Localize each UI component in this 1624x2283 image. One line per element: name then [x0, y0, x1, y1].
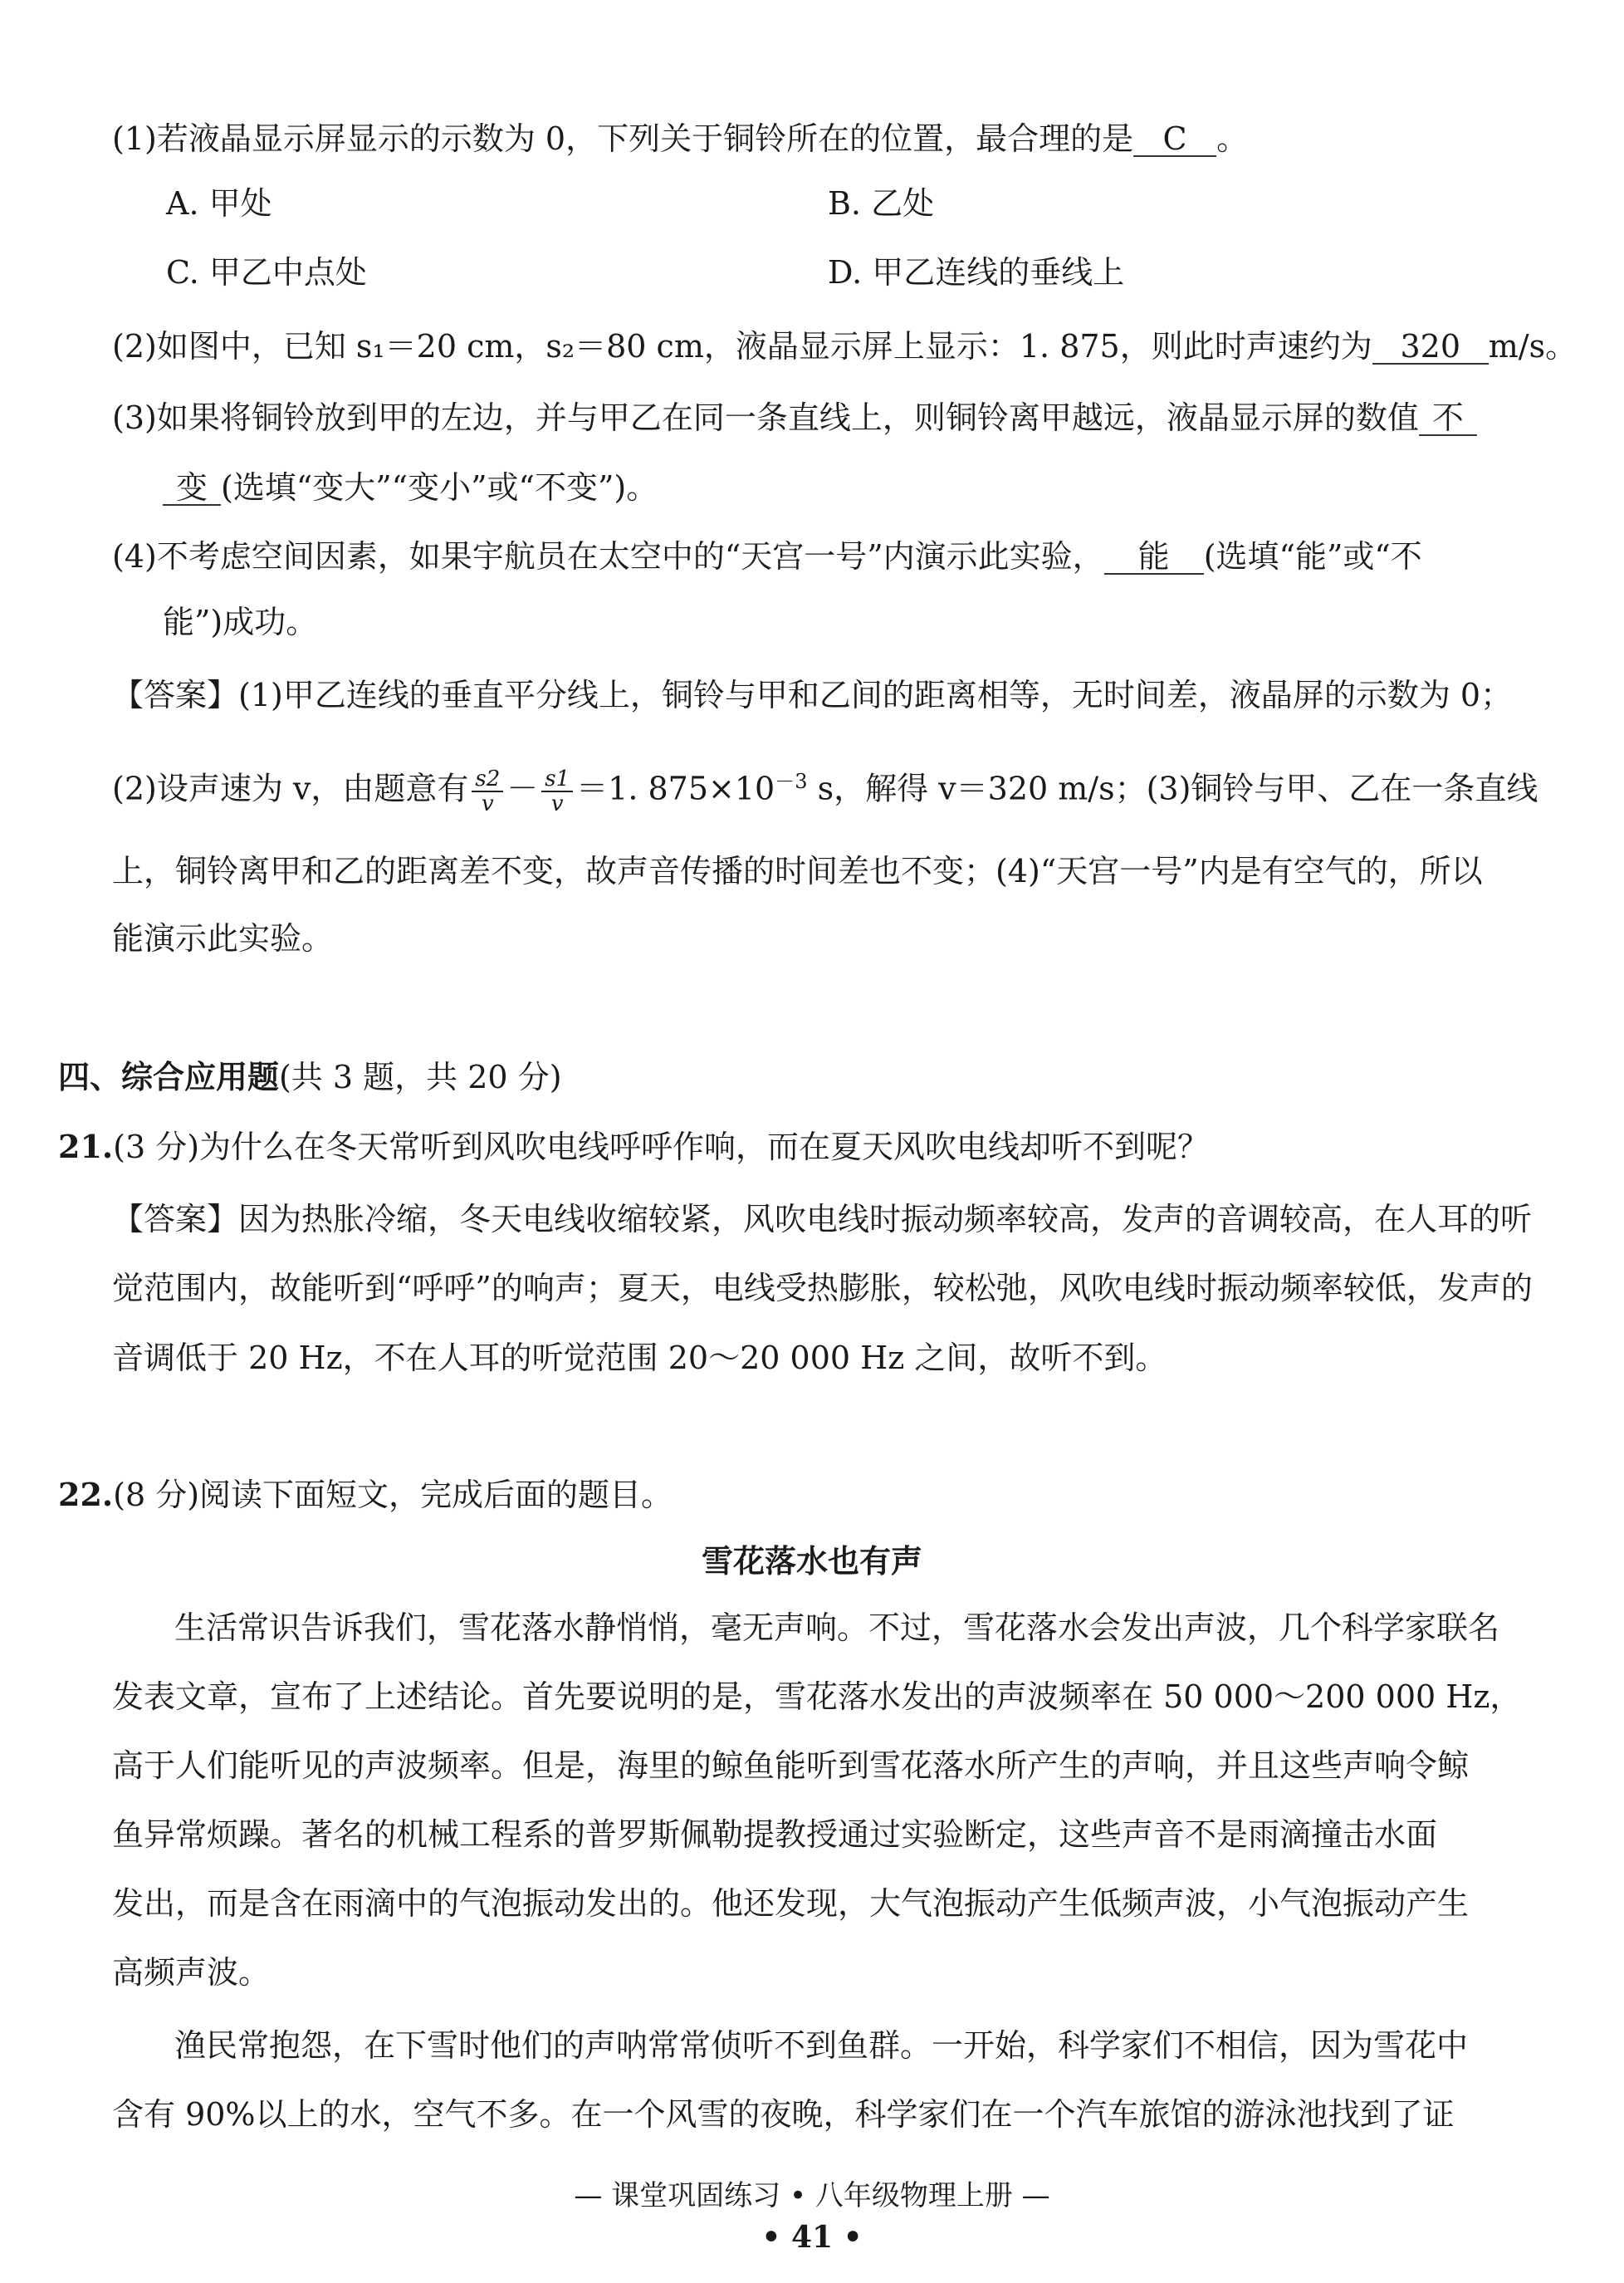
question-4	[112, 536, 1422, 577]
question-1-answer: C	[1133, 122, 1216, 157]
passage-p1-line1: 生活常识告诉我们，雪花落水静悄悄，毫无声响。不过，雪花落水会发出声波，几个科学家联名	[174, 1609, 1500, 1646]
answer-20-line4: 能演示此实验。	[112, 920, 334, 957]
answer-20-line2	[112, 761, 1538, 816]
section-4-note: (共 3 题，共 20 分)	[279, 1059, 562, 1095]
answer-20-line2-c: s，解得 v＝320 m/s；(3)铜铃与甲、乙在一条直线	[807, 770, 1538, 807]
option-b: B. 乙处	[828, 185, 935, 222]
fraction-2-denominator: v	[550, 791, 564, 817]
question-3-answer-part1: 不	[1419, 401, 1477, 436]
passage-p1-line3: 高于人们能听见的声波频率。但是，海里的鲸鱼能听到雪花落水所产生的声响，并且这些声响令鲸	[112, 1747, 1470, 1784]
question-21	[58, 1126, 1209, 1168]
question-21-text: (3 分)为什么在冬天常听到风吹电线呼呼作响，而在夏天风吹电线却听不到呢？	[113, 1129, 1210, 1165]
option-d: D. 甲乙连线的垂线上	[828, 254, 1125, 291]
section-4-title: 四、综合应用题	[58, 1058, 280, 1095]
passage-p1-line6: 高频声波。	[112, 1954, 271, 1991]
option-c: C. 甲乙中点处	[166, 254, 367, 291]
page-number: • 41 •	[761, 2220, 863, 2255]
question-2	[112, 326, 1577, 367]
minus-sign: －	[506, 770, 539, 807]
question-2-text: (2)如图中，已知 s₁＝20 cm，s₂＝80 cm，液晶显示屏上显示：1. 875，则此时声速约为	[112, 328, 1372, 365]
question-3-text: (3)如果将铜铃放到甲的左边，并与甲乙在同一条直线上，则铜铃离甲越远，液晶显示屏的数值	[112, 399, 1419, 436]
option-a: A. 甲处	[166, 185, 272, 222]
question-22	[58, 1474, 673, 1516]
answer-20-line1: 【答案】(1)甲乙连线的垂直平分线上，铜铃与甲和乙间的距离相等，无时间差，液晶屏的示数为 0；	[112, 677, 1513, 713]
question-4-tail: (选填“能”或“不	[1203, 538, 1422, 575]
question-3-answer-part2: 变	[163, 471, 221, 506]
question-2-answer: 320	[1372, 330, 1489, 365]
question-22-number: 22.	[58, 1476, 114, 1513]
question-3-tail: (选填“变大”“变小”或“不变”)。	[221, 469, 658, 506]
passage-p2-line2: 含有 90%以上的水，空气不多。在一个风雪的夜晚，科学家们在一个汽车旅馆的游泳池找到了证	[112, 2096, 1455, 2133]
answer-20-line3: 上，铜铃离甲和乙的距离差不变，故声音传播的时间差也不变；(4)“天宫一号”内是有空气的，所以	[112, 853, 1483, 889]
fraction-2-numerator: s1	[541, 767, 573, 792]
passage-p1-line4: 鱼异常烦躁。著名的机械工程系的普罗斯佩勒提教授通过实验断定，这些声音不是雨滴撞击水面	[112, 1816, 1438, 1853]
footer-title: — 课堂巩固练习 • 八年级物理上册 —	[574, 2179, 1050, 2212]
answer-20-line2-a: (2)设声速为 v，由题意有	[112, 770, 469, 807]
fraction-s2-over-v	[472, 767, 503, 816]
question-2-tail: m/s。	[1488, 328, 1578, 365]
passage-p1-line2: 发表文章，宣布了上述结论。首先要说明的是，雪花落水发出的声波频率在 50 000～200 000 Hz，	[112, 1678, 1522, 1715]
question-21-number: 21.	[58, 1128, 114, 1165]
question-4-line2: 能”)成功。	[163, 604, 318, 640]
question-3-line2	[163, 467, 658, 508]
answer-21-line2: 觉范围内，故能听到“呼呼”的响声；夏天，电线受热膨胀，较松弛，风吹电线时振动频率较低，发声的	[112, 1270, 1533, 1306]
passage-title: 雪花落水也有声	[701, 1542, 922, 1580]
answer-21-line1: 【答案】因为热胀冷缩，冬天电线收缩较紧，风吹电线时振动频率较高，发声的音调较高，在人耳的听	[112, 1201, 1533, 1237]
question-1-tail: 。	[1216, 120, 1249, 157]
exponent: －3	[775, 770, 808, 793]
question-1	[112, 118, 1248, 159]
fraction-s1-over-v	[541, 767, 573, 816]
section-4-heading	[58, 1056, 562, 1098]
question-22-text: (8 分)阅读下面短文，完成后面的题目。	[113, 1477, 673, 1513]
question-1-text: (1)若液晶显示屏显示的示数为 0，下列关于铜铃所在的位置，最合理的是	[112, 120, 1134, 157]
question-4-text: (4)不考虑空间因素，如果宇航员在太空中的“天宫一号”内演示此实验，	[112, 538, 1104, 575]
fraction-1-denominator: v	[481, 791, 494, 817]
passage-p1-line5: 发出，而是含在雨滴中的气泡振动发出的。他还发现，大气泡振动产生低频声波，小气泡振动产生	[112, 1885, 1470, 1922]
answer-20-line2-b: ＝1. 875×10	[576, 770, 775, 807]
fraction-1-numerator: s2	[472, 767, 503, 792]
question-4-answer: 能	[1104, 540, 1204, 575]
answer-21-line3: 音调低于 20 Hz，不在人耳的听觉范围 20～20 000 Hz 之间，故听不到。	[112, 1340, 1167, 1376]
passage-p2-line1: 渔民常抱怨，在下雪时他们的声呐常常侦听不到鱼群。一开始，科学家们不相信，因为雪花中	[174, 2027, 1469, 2064]
question-3	[112, 397, 1477, 438]
